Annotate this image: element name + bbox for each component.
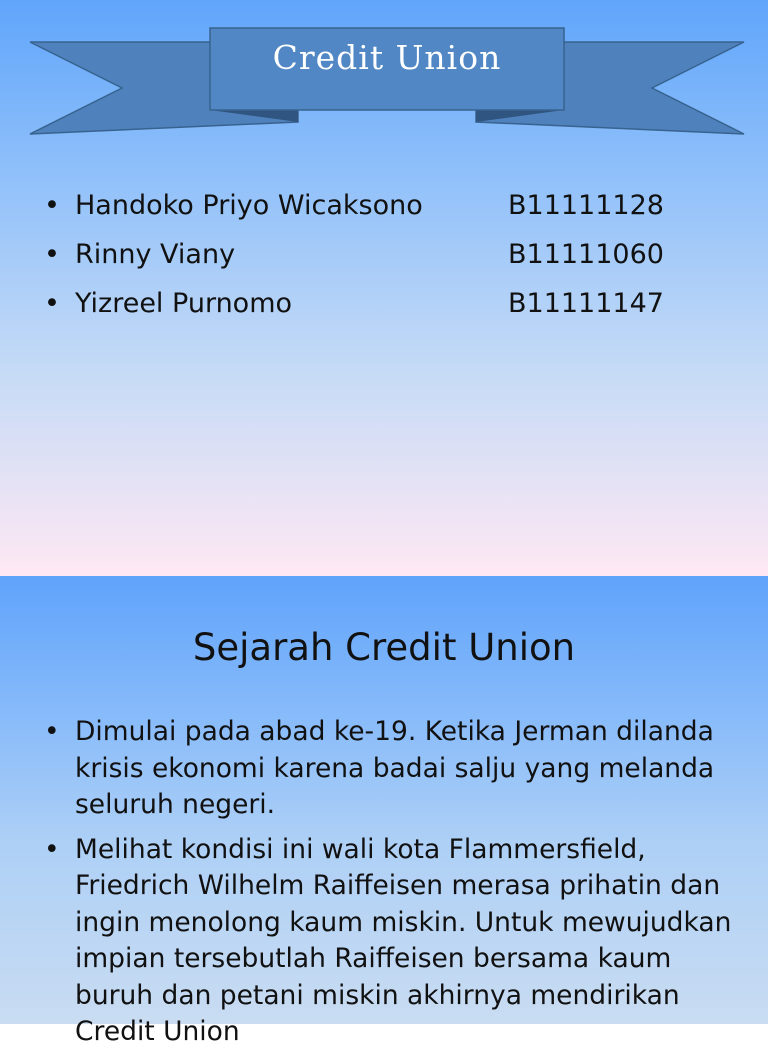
bullet-glyph: • [44,833,60,865]
bullet-text: Dimulai pada abad ke-19. Ketika Jerman dilanda krisis ekonomi karena badai salju yang melanda seluruh negeri. [75,716,715,820]
bullet-glyph: • [44,716,60,747]
bullet-glyph: • [44,239,60,270]
banner-title: Credit Union [272,37,502,77]
bullet-item [44,832,734,1051]
bullet-text: Melihat kondisi ini wali kota Flammersfield, Friedrich Wilhelm Raiffeisen merasa prihatin dan ingin menolong kaum miskin. Untuk mewujudkan impian tersebutlah Raiffeisen bersama kaum buruh dan petani miskin akhirnya mendirikan Credit Union [75,833,732,1047]
member-name: Yizreel Purnomo [75,288,293,319]
slide-2 [0,576,768,1047]
bullet-glyph: • [44,288,60,319]
member-name: Handoko Priyo Wicaksono [75,190,423,221]
member-name: Rinny Viany [75,239,236,270]
bullet-item [44,714,734,824]
member-id: B11111147 [508,288,664,319]
member-id: B11111060 [508,239,664,270]
bullet-glyph: • [44,190,60,221]
member-id: B11111128 [508,190,664,221]
slide-title: Sejarah Credit Union [192,626,576,669]
bullet-list [44,714,734,1059]
